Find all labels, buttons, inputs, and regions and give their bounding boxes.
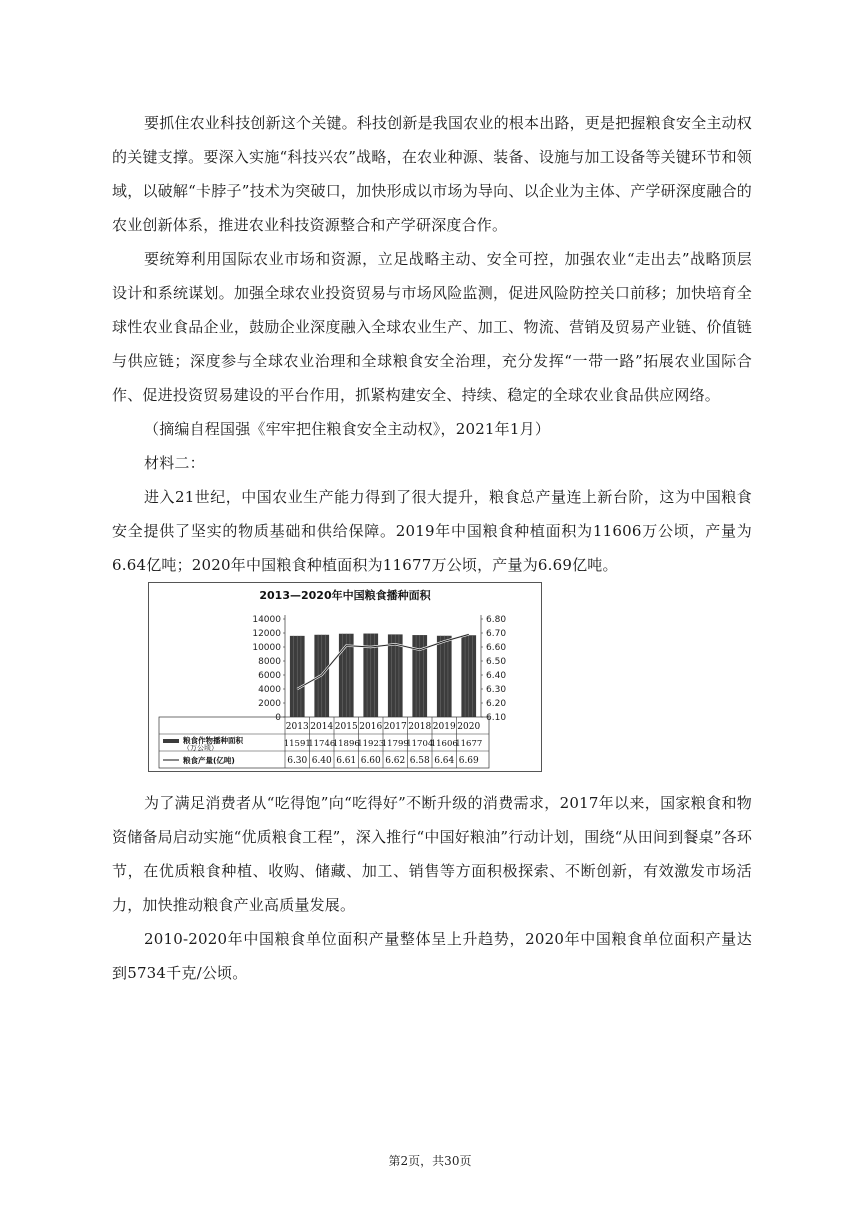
material-two-heading: 材料二：: [144, 454, 205, 472]
left-tick-label: 4000: [258, 685, 281, 695]
left-tick-label: 6000: [258, 671, 281, 681]
legend-line-label: 粮食产量(亿吨): [183, 756, 235, 765]
right-tick-label: 6.50: [486, 657, 507, 667]
area-value-2014: 11746: [308, 739, 336, 749]
grain-area-chart: [148, 582, 542, 772]
left-tick-label: 12000: [252, 629, 281, 639]
legend-bar-label: 粮食作物播种面积: [183, 736, 243, 745]
area-value-2020: 11677: [455, 739, 483, 749]
left-tick-label: 10000: [252, 643, 281, 653]
year-label-2017: 2017: [383, 722, 407, 732]
right-tick-label: 6.60: [486, 643, 507, 653]
production-value-2015: 6.61: [336, 756, 357, 766]
paragraph-quality-grain: 为了满足消费者从“吃得饱”向“吃得好”不断升级的消费需求，2017年以来，国家粮食和物资储备局启动实施“优质粮食工程”，深入推行“中国好粮油”行动计划，围绕“从田间到餐桌”各环节，在优质粮食种植、收购、储藏、加工、销售等方面积极探索、不断创新，有效激发市场活力，加快推动粮食产业高质量发展。: [112, 794, 753, 914]
left-tick-label: 8000: [258, 657, 281, 667]
chart-title: 2013—2020年中国粮食播种面积: [259, 589, 431, 602]
right-tick-label: 6.80: [486, 615, 507, 625]
year-label-2014: 2014: [310, 722, 334, 732]
production-value-2013: 6.30: [287, 756, 308, 766]
paragraph-global-resources: 要统筹利用国际农业市场和资源，立足战略主动、安全可控，加强农业“走出去”战略顶层设计和系统谋划。加强全球农业投资贸易与市场风险监测，促进风险防控关口前移；加快培育全球性农业食品企业，鼓励企业深度融入全球农业生产、加工、物流、营销及贸易产业链、价值链与供应链；深度参与全球农业治理和全球粮食安全治理，充分发挥“一带一路”拓展农业国际合作、促进投资贸易建设的平台作用，抓紧构建安全、持续、稳定的全球农业食品供应网络。: [112, 250, 752, 404]
right-tick-label: 6.30: [486, 685, 507, 695]
paragraph-unit-yield: 2010-2020年中国粮食单位面积产量整体呈上升趋势，2020年中国粮食单位面积产量达到5734千克/公顷。: [112, 930, 752, 982]
legend-bar-unit: （万公顷）: [183, 744, 218, 752]
paragraph-production-capacity: 进入21世纪，中国农业生产能力得到了很大提升，粮食总产量连上新台阶，这为中国粮食安全提供了坚实的物质基础和供给保障。2019年中国粮食种植面积为11606万公顷，产量为6.64亿吨；2020年中国粮食种植面积为11677万公顷，产量为6.69亿吨。: [112, 488, 752, 574]
production-value-2019: 6.64: [434, 756, 455, 766]
area-value-2019: 11606: [430, 739, 458, 749]
production-value-2020: 6.69: [458, 756, 479, 766]
area-value-2013: 11591: [283, 739, 311, 749]
left-tick-label: 2000: [258, 699, 281, 709]
year-label-2013: 2013: [285, 722, 309, 732]
production-value-2014: 6.40: [311, 756, 332, 766]
production-value-2017: 6.62: [385, 756, 406, 766]
left-tick-label: 0: [275, 713, 281, 723]
right-tick-label: 6.20: [486, 699, 507, 709]
year-label-2020: 2020: [457, 722, 481, 732]
production-value-2018: 6.58: [409, 756, 430, 766]
right-tick-label: 6.40: [486, 671, 507, 681]
source-citation: （摘编自程国强《牢牢把住粮食安全主动权》，2021年1月）: [144, 420, 551, 438]
year-label-2016: 2016: [359, 722, 383, 732]
chart-svg: [149, 583, 541, 771]
left-tick-label: 14000: [252, 615, 281, 625]
right-tick-label: 6.70: [486, 629, 507, 639]
area-value-2016: 11923: [357, 739, 385, 749]
right-tick-label: 6.10: [486, 713, 507, 723]
page-number: 第2页，共30页: [388, 1154, 472, 1168]
paragraph-tech-innovation: 要抓住农业科技创新这个关键。科技创新是我国农业的根本出路，更是把握粮食安全主动权的关键支撑。要深入实施“科技兴农”战略，在农业种源、装备、设施与加工设备等关键环节和领域，以破解“卡脖子”技术为突破口，加快形成以市场为导向、以企业为主体、产学研深度融合的农业创新体系，推进农业科技资源整合和产学研深度合作。: [112, 114, 753, 234]
legend-bar-swatch: [163, 739, 179, 743]
year-label-2019: 2019: [432, 722, 456, 732]
area-value-2015: 11896: [332, 739, 360, 749]
area-value-2018: 11704: [406, 739, 434, 749]
production-value-2016: 6.60: [360, 756, 381, 766]
year-label-2018: 2018: [408, 722, 432, 732]
area-value-2017: 11799: [381, 739, 409, 749]
year-label-2015: 2015: [334, 722, 358, 732]
